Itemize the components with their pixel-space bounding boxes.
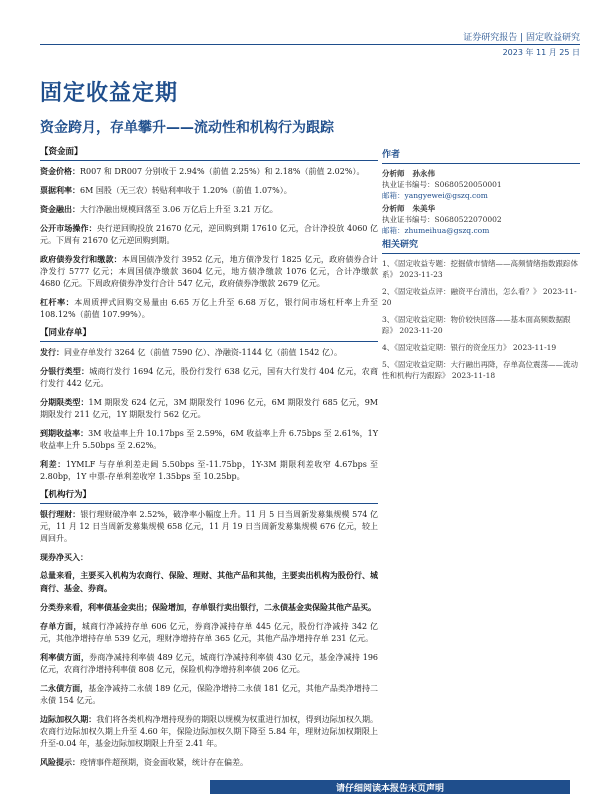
- author-heading: 作者: [382, 150, 580, 164]
- paragraph-text: 大行净融出规模回落至 3.06 万亿后上升至 3.21 万亿。: [80, 205, 278, 214]
- section-heading: 【机构行为】: [40, 489, 378, 504]
- main-content: [40, 146, 378, 775]
- paragraph-label: 政府债券发行和缴款：: [40, 254, 122, 264]
- analyst-name-row: [382, 168, 580, 179]
- paragraph-label: 风险提示：: [40, 757, 80, 767]
- related-heading: 相关研究: [382, 240, 580, 254]
- paragraph-text: 城商行净减持存单 606 亿元，券商净减持存单 445 亿元，股份行净减持 342 亿元，其他净增持存单 539 亿元，理财净增持存单 365 亿元，其他产品净增持存单 231 亿元。: [40, 622, 378, 643]
- section-heading: 【同业存单】: [40, 327, 378, 342]
- analyst-card: [382, 168, 580, 201]
- analyst-name: 朱美华: [412, 204, 435, 213]
- paragraph-label: 二永债方面，: [40, 683, 89, 693]
- sidebar: [382, 150, 580, 387]
- paragraph-label: 边际加权久期：: [40, 714, 97, 724]
- paragraph-text: 6M 国股（无三农）转贴利率收于 1.20%（前值 1.07%）。: [80, 186, 292, 195]
- paragraph-text: 央行逆回购投放 21670 亿元，逆回购到期 17610 亿元，合计净投放 4060 亿元。下周有 21670 亿元逆回购到期。: [40, 224, 379, 245]
- related-report-link[interactable]: 2、《固定收益点评：融资平台清出，怎么看？》 2023-11-20: [382, 287, 577, 307]
- paragraph-text: 银行理财破净率 2.52%，破净率小幅度上升。11 月 5 日当周新发募集规模 574 亿元，11 月 12 日当周新发募集规模 658 亿元，11 月 19 日当周新发募集规模 676 亿元，较上周回升。: [40, 510, 378, 543]
- paragraph-text: 同业存单发行 3264 亿（前值 7590 亿）、净融资-1144 亿（前值 1542 亿）。: [64, 348, 342, 357]
- paragraph: [40, 713, 378, 750]
- subsection-heading: 现券净买入：: [40, 552, 88, 562]
- report-type: 证券研究报告 | 固定收益研究: [463, 33, 580, 43]
- paragraph-text: 券商净减持利率债 489 亿元，城商行净减持利率债 430 亿元，基金净减持 196 亿元，农商行净增持利率债 808 亿元，保险机构净增持利率债 206 亿元。: [40, 653, 378, 674]
- paragraph: [40, 508, 378, 545]
- paragraph-label: 总量来看，主要买入机构为农商行、保险、理财、其他产品和其他，主要卖出机构为股份行、城商行、基金、券商。: [40, 570, 378, 593]
- header-divider: [40, 44, 580, 45]
- footer-disclaimer: 请仔细阅读本报告末页声明: [335, 784, 444, 794]
- paragraph: [40, 569, 378, 595]
- paragraph-label: 存单方面，: [40, 621, 82, 631]
- report-title: 固定收益定期: [40, 81, 179, 106]
- analyst-name-row: [382, 203, 580, 214]
- paragraph: [40, 165, 378, 178]
- paragraph: [40, 253, 378, 290]
- paragraph: [40, 682, 378, 707]
- paragraph: [40, 203, 378, 216]
- paragraph-label: 分银行类型：: [40, 366, 90, 376]
- paragraph: [40, 458, 378, 483]
- analyst-cert: 执业证书编号：S0680520050001: [382, 180, 502, 189]
- paragraph-text: 基金净减持二永债 189 亿元，保险净增持二永债 181 亿元，其他产品类净增持二永债 154 亿元。: [40, 684, 378, 705]
- paragraph-text: 本周质押式回购交易量由 6.65 万亿上升至 6.68 万亿，银行间市场杠杆率上升至 108.12%（前值 107.99%）。: [40, 298, 379, 319]
- paragraph-text: R007 和 DR007 分别收于 2.94%（前值 2.25%）和 2.18%（前值 2.02%）。: [80, 167, 365, 176]
- analyst-list: [382, 168, 580, 236]
- paragraph: [40, 222, 378, 247]
- paragraph: [40, 396, 378, 421]
- analyst-role: 分析师: [382, 204, 405, 213]
- paragraph-label: 到期收益率：: [40, 428, 89, 438]
- paragraph-text: 城商行发行 1694 亿元，股份行发行 638 亿元，国有大行发行 404 亿元，农商行发行 442 亿元。: [40, 367, 379, 388]
- paragraph-label: 分期限类型：: [40, 397, 89, 407]
- section-heading: 【资金面】: [40, 146, 378, 161]
- paragraph: [40, 756, 378, 769]
- related-report-link[interactable]: 1、《固定收益专题：挖掘债市情绪——高频情绪指数跟踪体系》 2023-11-23: [382, 259, 579, 279]
- paragraph: [40, 427, 378, 452]
- related-report-link[interactable]: 3、《固定收益定期：物价较快回落——基本面高频数据跟踪》 2023-11-20: [382, 315, 571, 335]
- analyst-role: 分析师: [382, 169, 405, 178]
- paragraph-label: 资金融出：: [40, 204, 80, 214]
- paragraph-label: 资金价格：: [40, 166, 80, 176]
- analyst-email[interactable]: 邮箱：yangyewei@gszq.com: [382, 191, 488, 200]
- paragraph-label: 利差：: [40, 459, 66, 469]
- paragraph-text: 本周国债净发行 3952 亿元，地方债净发行 1825 亿元，政府债券合计净发行 5777 亿元；本周国债净缴款 3604 亿元，地方债净缴款 1076 亿元，合计净缴款 4680 亿元。下周政府债券净发行合计 547 亿元，政府债券净缴款 2679 亿元。: [40, 255, 379, 288]
- paragraph: [40, 601, 378, 614]
- paragraph-text: 1YMLF 与存单利差走阔 5.50bps 至-11.75bp，1Y-3M 期限利差收窄 4.67bps 至 2.80bp，1Y 中票-存单利差收窄 1.35bps 至 10.25bp。: [40, 460, 379, 481]
- paragraph-label: 杠杆率：: [40, 297, 75, 307]
- paragraph-label: 票据利率：: [40, 185, 80, 195]
- paragraph-label: 公开市场操作：: [40, 223, 97, 233]
- analyst-cert: 执业证书编号：S0680522070002: [382, 215, 502, 224]
- paragraph: [40, 296, 378, 321]
- related-report-link[interactable]: 4、《固定收益定期：银行的资金压力》 2023-11-19: [382, 343, 557, 352]
- report-date: 2023 年 11 月 25 日: [502, 48, 580, 57]
- paragraph-label: 发行：: [40, 347, 64, 357]
- paragraph-label: 利率债方面，: [40, 652, 90, 662]
- paragraph-text: 疫情事件超预期，资金面收紧，统计存在偏差。: [80, 758, 248, 767]
- paragraph-text: 1M 期限发 624 亿元，3M 期限发行 1096 亿元，6M 期限发行 685 亿元，9M 期限发行 211 亿元，1Y 期限发行 562 亿元。: [40, 398, 378, 419]
- paragraph-label: 银行理财：: [40, 509, 81, 519]
- analyst-card: [382, 203, 580, 236]
- paragraph: [40, 620, 378, 645]
- paragraph: [40, 346, 378, 359]
- paragraph-text: 3M 收益率上升 10.17bps 至 2.59%，6M 收益率上升 6.75bps 至 2.61%，1Y 收益率上升 5.50bps 至 2.62%。: [40, 429, 379, 450]
- report-subtitle: 资金跨月，存单攀升——流动性和机构行为跟踪: [40, 120, 334, 136]
- analyst-email[interactable]: 邮箱：zhumeihua@gszq.com: [382, 226, 490, 235]
- paragraph-text: 我们将各类机构净增持现券的期限以规模为权重进行加权，得到边际加权久期。农商行边际加权久期上升至 4.60 年，保险边际加权久期下降至 5.84 年，理财边际加权期限上升至-0.04 年，基金边际加权期限上升至 2.41 年。: [40, 715, 378, 748]
- paragraph-label: 分类券来看，利率债基金卖出；保险增加，存单银行卖出银行，二永债基金卖保险其他产品买。: [40, 602, 376, 612]
- related-report-link[interactable]: 5、《固定收益定期：大行融出再降，存单高位震荡——流动性和机构行为跟踪》 2023-11-18: [382, 360, 579, 380]
- paragraph: [40, 651, 378, 676]
- related-list: [382, 258, 580, 381]
- analyst-name: 孙永伟: [412, 169, 435, 178]
- paragraph: [40, 365, 378, 390]
- paragraph: [40, 184, 378, 197]
